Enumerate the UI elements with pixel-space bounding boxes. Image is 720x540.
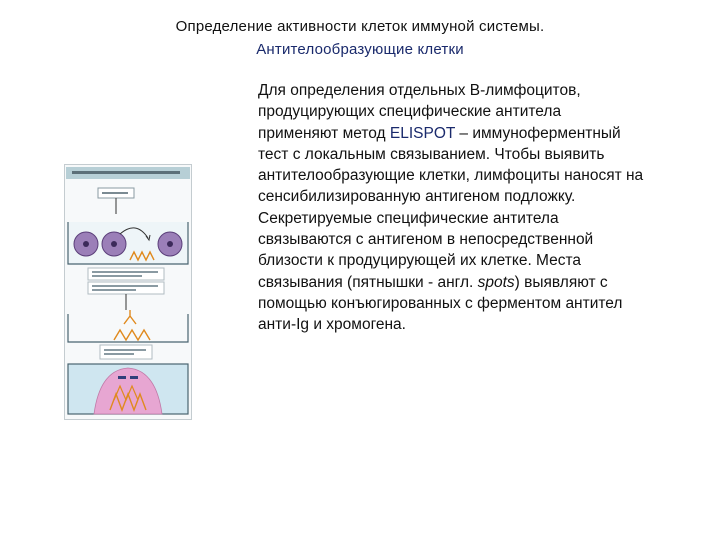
- body-line: связываются с антигеном в непосредственной: [258, 231, 594, 249]
- slide-subtitle: Антителообразующие клетки: [256, 41, 464, 58]
- body-line: [258, 123, 698, 144]
- body-line: [258, 272, 698, 293]
- body-line: Секретируемые специфические антитела: [258, 209, 559, 227]
- body-line: тест с локальным связыванием. Чтобы выявить: [258, 145, 605, 163]
- body-line: сенсибилизированную антигеном подложку.: [258, 188, 576, 206]
- body-line-part: применяют метод: [258, 124, 390, 142]
- body-line: Для определения отдельных В-лимфоцитов,: [258, 82, 581, 99]
- body-line-part: – иммуноферментный: [455, 124, 621, 142]
- body-line-part: ) выявляют с: [514, 273, 608, 291]
- body-line: анти-Ig и хромогена.: [258, 316, 406, 334]
- body-line: антителообразующие клетки, лимфоциты наносят на: [258, 167, 644, 185]
- step-label-box: [88, 282, 164, 294]
- slide-title: Определение активности клеток иммуной системы.: [175, 18, 545, 35]
- spots-term: spots: [477, 273, 515, 291]
- body-line-part: связывания (пятнышки - англ.: [258, 273, 478, 291]
- step-label-box: [100, 345, 152, 359]
- body-line: близости к продуцирующей их клетке. Места: [258, 252, 582, 270]
- elispot-term: ELISPOT: [389, 124, 456, 142]
- body-line: помощью конъюгированных с ферментом антител: [258, 294, 623, 312]
- diagram-header-caption: [72, 171, 180, 174]
- elispot-diagram: [64, 164, 192, 420]
- body-line: продуцирующих специфические антитела: [258, 103, 562, 121]
- body-text: [258, 80, 698, 336]
- step-label-box: [88, 268, 164, 280]
